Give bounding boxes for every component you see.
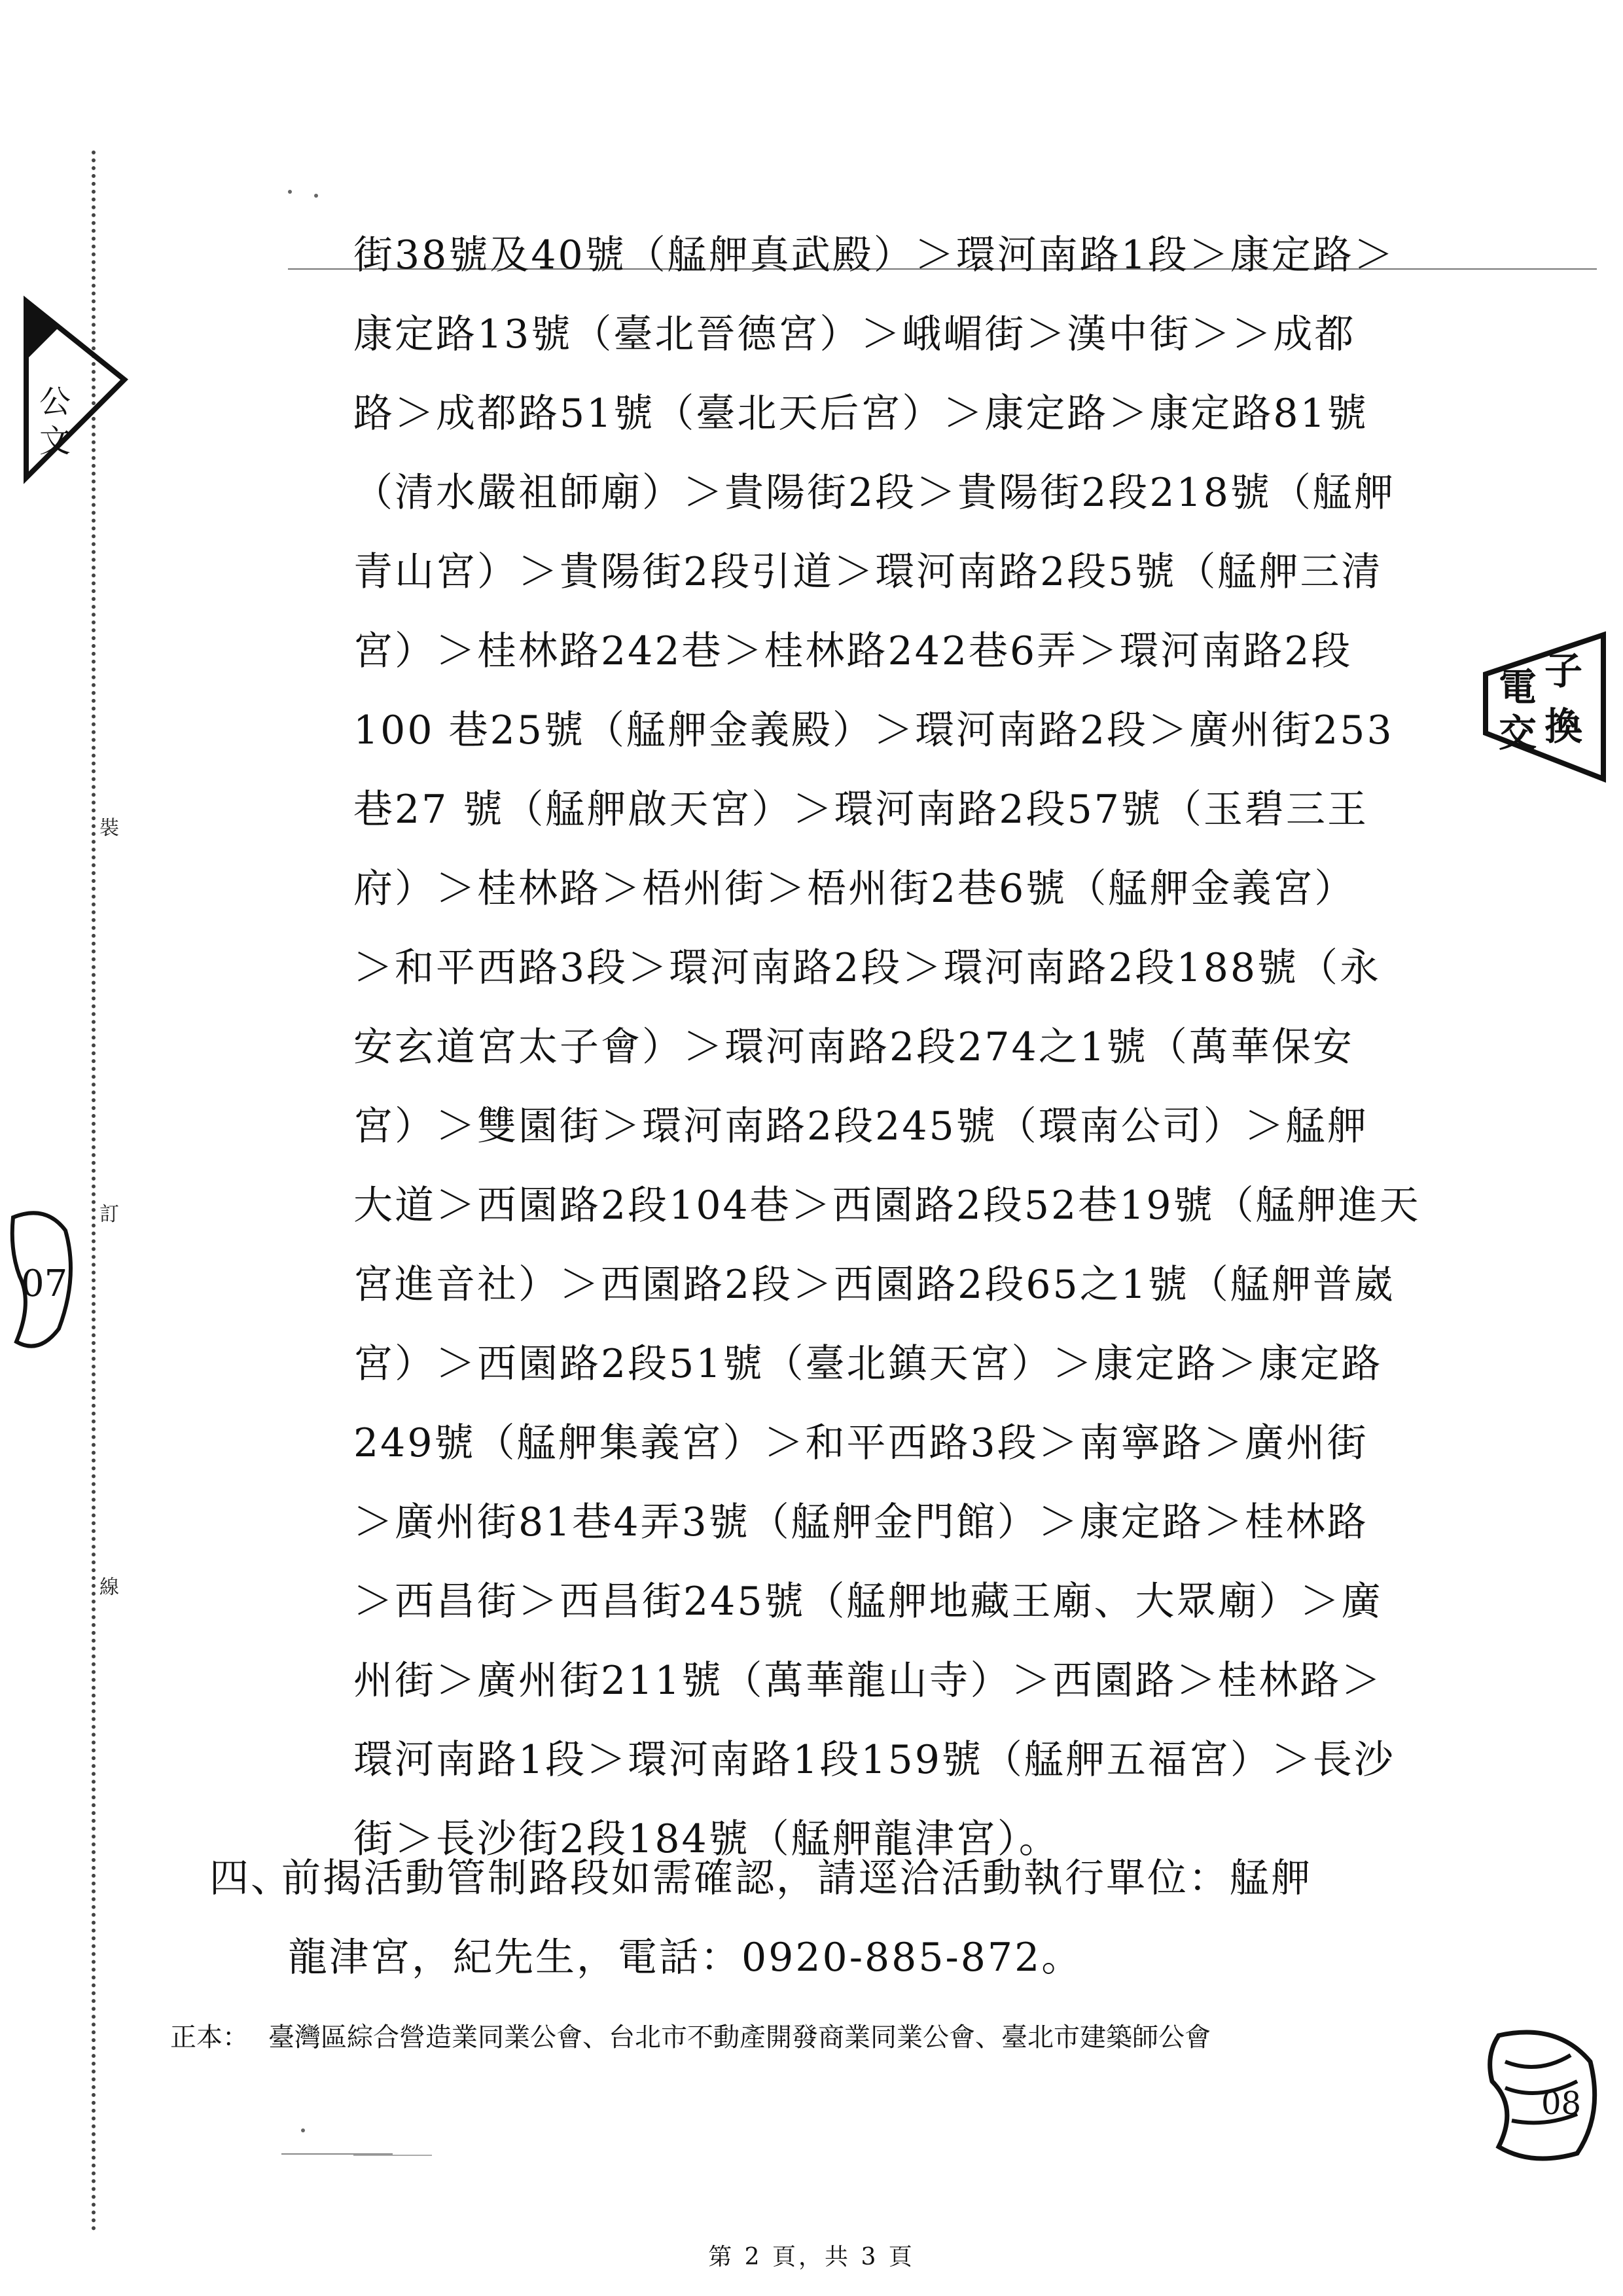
binding-mark-zhuang: 裝 bbox=[99, 817, 119, 840]
route-line: 路＞成都路51號（臺北天后宮）＞康定路＞康定路81號 bbox=[353, 391, 1368, 437]
route-line: 府）＞桂林路＞梧州街＞梧州街2巷6號（艋舺金義宮） bbox=[353, 866, 1356, 912]
distribution-label: 正本： bbox=[170, 2022, 249, 2053]
binding-mark-xian: 線 bbox=[99, 1576, 119, 1599]
svg-text:子: 子 bbox=[1544, 649, 1583, 693]
item-number: 四、 bbox=[209, 1856, 292, 1901]
scan-speck bbox=[314, 194, 318, 198]
item-four-line1: 前揭活動管制路段如需確認，請逕洽活動執行單位：艋舺 bbox=[281, 1856, 1312, 1901]
right-seal-icon bbox=[1472, 628, 1610, 785]
route-line: 州街＞廣州街211號（萬華龍山寺）＞西園路＞桂林路＞ bbox=[353, 1658, 1383, 1704]
route-line: 宮進音社）＞西園路2段＞西園路2段65之1號（艋舺普崴 bbox=[353, 1262, 1395, 1308]
route-line: 街＞長沙街2段184號（艋舺龍津宮）。 bbox=[353, 1816, 1060, 1862]
distribution-recipients: 臺灣區綜合營造業同業公會、台北市不動產開發商業同業公會、臺北市建築師公會 bbox=[268, 2022, 1211, 2053]
route-line: 宮）＞西園路2段51號（臺北鎮天宮）＞康定路＞康定路 bbox=[353, 1341, 1383, 1387]
route-line: （清水嚴祖師廟）＞貴陽街2段＞貴陽街2段218號（艋舺 bbox=[353, 470, 1395, 516]
scan-speck bbox=[301, 2128, 305, 2132]
svg-text:文: 文 bbox=[39, 423, 71, 459]
route-line: 康定路13號（臺北晉德宮）＞峨嵋街＞漢中街＞＞成都 bbox=[353, 312, 1356, 357]
seal-lettering-left: 公 bbox=[39, 384, 71, 420]
scan-speck bbox=[288, 190, 292, 194]
route-line: ＞廣州街81巷4弄3號（艋舺金門館）＞康定路＞桂林路 bbox=[353, 1499, 1368, 1545]
svg-text:電: 電 bbox=[1499, 665, 1537, 709]
left-page-seal-icon bbox=[7, 1204, 79, 1355]
route-line: 巷27 號（艋舺啟天宮）＞環河南路2段57號（玉碧三王 bbox=[353, 787, 1368, 833]
route-line: 宮）＞桂林路242巷＞桂林路242巷6弄＞環河南路2段 bbox=[353, 628, 1353, 674]
route-line: 宮）＞雙園街＞環河南路2段245號（環南公司）＞艋舺 bbox=[353, 1103, 1368, 1149]
route-line: 安玄道宮太子會）＞環河南路2段274之1號（萬華保安 bbox=[353, 1024, 1354, 1070]
svg-text:07: 07 bbox=[21, 1263, 68, 1305]
item-four-line2: 龍津宮，紀先生，電話：0920-885-872。 bbox=[288, 1935, 1083, 1981]
svg-text:換: 換 bbox=[1544, 704, 1583, 749]
binding-mark-ding: 訂 bbox=[99, 1203, 119, 1226]
route-line: ＞和平西路3段＞環河南路2段＞環河南路2段188號（永 bbox=[353, 945, 1382, 991]
route-line: 街38號及40號（艋舺真武殿）＞環河南路1段＞康定路＞ bbox=[353, 232, 1395, 278]
page-number: 第 2 頁，共 3 頁 bbox=[708, 2244, 915, 2270]
route-paragraph bbox=[353, 216, 1479, 1879]
item-four bbox=[209, 1839, 1312, 1918]
route-line: ＞西昌街＞西昌街245號（艋舺地藏王廟、大眾廟）＞廣 bbox=[353, 1579, 1383, 1624]
route-line: 環河南路1段＞環河南路1段159號（艋舺五福宮）＞長沙 bbox=[353, 1737, 1395, 1783]
route-line: 大道＞西園路2段104巷＞西園路2段52巷19號（艋舺進天 bbox=[353, 1183, 1421, 1229]
left-seal-icon bbox=[20, 288, 131, 484]
route-line: 青山宮）＞貴陽街2段引道＞環河南路2段5號（艋舺三清 bbox=[353, 549, 1383, 595]
svg-text:08: 08 bbox=[1541, 2085, 1582, 2122]
route-line: 249號（艋舺集義宮）＞和平西路3段＞南寧路＞廣州街 bbox=[353, 1420, 1368, 1466]
route-line: 100 巷25號（艋舺金義殿）＞環河南路2段＞廣州街253 bbox=[353, 708, 1394, 753]
distribution-block bbox=[170, 2019, 1211, 2056]
footer-dash bbox=[353, 2155, 432, 2156]
svg-text:交: 交 bbox=[1499, 711, 1537, 755]
